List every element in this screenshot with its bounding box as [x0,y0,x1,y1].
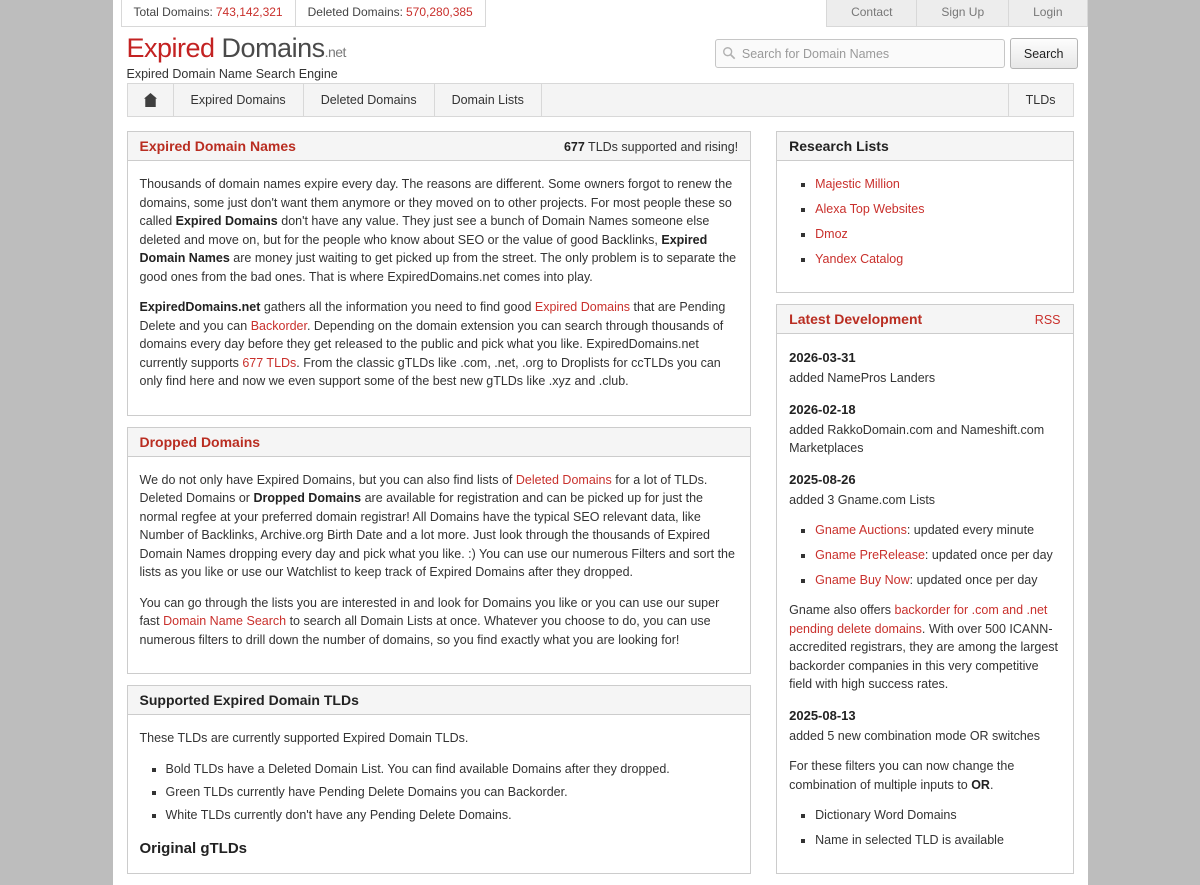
tld-note-text: TLDs supported and rising! [584,140,739,154]
rss-link[interactable]: RSS [1034,313,1061,327]
box-title: Supported Expired Domain TLDs [139,692,359,708]
research-links-list [789,175,1060,268]
text-run: We do not only have Expired Domains, but you can also find lists of [139,472,516,487]
box-title: Dropped Domains [139,433,261,450]
site-tagline: Expired Domain Name Search Engine [126,67,338,81]
text-link[interactable]: Gname Auctions [815,523,907,537]
nav-item-domain-lists[interactable]: Domain Lists [435,84,542,116]
original-gtlds-heading: Original gTLDs [139,839,248,857]
research-lists-box [776,131,1073,293]
site-header [113,27,1088,83]
magnifier-icon [722,46,736,60]
box-title: Research Lists [789,138,889,154]
menu-item-login[interactable]: Login [1009,0,1087,27]
paragraph [789,421,1060,458]
research-link[interactable]: Majestic Million [815,177,900,191]
text-run: added 5 new combination mode OR switches [789,728,1040,743]
list-item [815,175,1060,193]
nav-item-deleted-domains[interactable]: Deleted Domains [304,84,435,116]
box-title: Expired Domain Names [139,138,296,154]
stat-value: 570,280,385 [406,5,473,19]
list-item [815,225,1060,243]
text-link[interactable]: Backorder [250,318,307,333]
text-run: don't have any value. They just see a bunch of Domain Names someone else deleted and move on, but for the people who know about SEO or the value of good Backlinks, [139,214,710,247]
paragraph: These TLDs are currently supported Expired Domain TLDs. [139,731,469,745]
list-item [815,571,1060,589]
text-run: gathers all the information you need to find good [260,300,535,314]
logo-expired: Expired [126,33,215,63]
dropped-domains-box [127,427,752,675]
box-title: Latest Development [789,311,923,327]
text-run: : updated once per day [909,573,1038,587]
logo-domains: Domains [214,33,325,63]
list-item [815,200,1060,218]
search-button[interactable]: Search [1010,38,1078,69]
text-run: Dictionary Word Domains [815,808,957,822]
list-item [815,831,1060,849]
text-run: added NamePros Landers [789,371,936,385]
main-nav [127,83,1074,117]
text-run: Name in selected TLD is available [815,833,1004,847]
dev-entry-date: 2025-08-13 [789,707,856,723]
latest-development-box [776,304,1073,874]
list-item [815,546,1060,564]
nav-item-expired-domains[interactable]: Expired Domains [174,84,304,116]
bold-text: Expired Domains [175,214,278,228]
research-link[interactable]: Yandex Catalog [815,252,904,266]
box-header [128,428,751,457]
nav-home[interactable] [128,84,174,116]
page [113,0,1088,885]
bold-text: Expired Domain Names [139,232,708,265]
bold-text: ExpiredDomains.net [139,300,261,314]
stat-value: 743,142,321 [215,5,283,19]
dev-bullet-list [789,806,1060,849]
text-run: are money just waiting to get picked up from the street. The only problem is to separate the good ones from the bad ones. That is where ExpiredDomains.net comes into play. [139,251,737,284]
bold-text: OR [971,777,990,792]
text-link[interactable]: Domain Name Search [163,614,287,628]
text-link[interactable]: Expired Domains [534,300,631,314]
logo-block [127,34,346,81]
text-link[interactable]: backorder for .com and .net pending delete domains [789,603,1048,636]
paragraph [789,727,1060,746]
paragraph [789,369,1060,388]
list-item [815,521,1060,539]
text-link[interactable]: 677 TLDs [242,355,297,370]
text-run: . With over 500 ICANN-accredited registrars, they are among the largest backorder companies in this very competitive field with high success rates. [789,621,1059,691]
list-item: ▪ Bold TLDs have a Deleted Domain List. You can find available Domains after they dropped. [166,760,739,778]
paragraph [140,594,739,650]
account-menu [826,0,1087,27]
box-header [128,132,751,161]
domain-stat [121,0,296,27]
research-link[interactable]: Dmoz [815,227,848,241]
supported-tlds-box [127,685,752,874]
nav-items [174,84,542,116]
text-run: . Depending on the domain extension you can search through thousands of domains every day before they get released to the public and pick what you like. ExpiredDomains.net currently supports [139,318,724,370]
home-icon [143,93,158,107]
dev-entry-date: 2025-08-26 [789,471,856,487]
domain-stats [121,0,486,27]
research-link[interactable]: Alexa Top Websites [815,202,925,216]
box-body [128,715,751,873]
text-run: Thousands of domain names expire every day. The reasons are different. Some owners forgot to renew the domains, some just don't want them anymore or they moved on to other projects. For most people these so called [139,177,733,228]
text-link[interactable]: Deleted Domains [515,472,612,487]
list-item [815,806,1060,824]
paragraph [789,601,1060,694]
box-body [777,334,1072,873]
tld-legend-list [140,760,739,824]
tld-count: 677 [563,140,585,154]
text-run: added RakkoDomain.com and Nameshift.com Marketplaces [789,422,1045,455]
box-header [777,132,1072,161]
text-link[interactable]: Gname PreRelease [815,548,925,562]
text-run: that are Pending Delete and you can [139,300,726,333]
main-column [127,131,752,885]
domain-stat [296,0,486,27]
box-body [128,161,751,415]
menu-item-sign-up[interactable]: Sign Up [917,0,1009,27]
text-run: : updated once per day [924,548,1053,562]
nav-tlds[interactable]: TLDs [1008,84,1073,116]
search-bar [715,38,1078,69]
list-item: ▪ White TLDs currently don't have any Pending Delete Domains. [166,806,739,824]
text-run: to search all Domain Lists at once. Whatever you choose to do, you can use numerous filters to drill down the number of domains, so you find exactly what you are looking for! [139,614,711,647]
box-header [128,686,751,715]
text-run: . [989,777,994,792]
text-link[interactable]: Gname Buy Now [815,573,910,587]
search-input[interactable] [715,39,1005,68]
sidebar [776,131,1073,885]
expired-domain-names-box [127,131,752,416]
text-run: . From the classic gTLDs like .com, .net, .org to Droplists for ccTLDs you can only find here and now we even support some of the best new gTLDs like .xyz and .club. [139,355,721,388]
text-run: : updated every minute [906,523,1035,537]
menu-item-contact[interactable]: Contact [826,0,917,27]
box-header [777,305,1072,334]
paragraph [789,491,1060,510]
dev-bullet-list [789,521,1060,589]
text-run: Gname also offers [789,603,895,617]
tld-count-note [564,140,738,154]
stat-label: Deleted Domains: [307,5,403,19]
content [127,131,1074,885]
text-run: for a lot of TLDs. Deleted Domains or [139,472,708,505]
text-run: added 3 Gname.com Lists [789,492,936,507]
text-run: You can go through the lists you are interested in and look for Domains you like or you can use our super fast [139,595,720,628]
paragraph [140,298,739,391]
bold-text: Dropped Domains [253,491,362,505]
list-item [815,250,1060,268]
text-run: are available for registration and can be picked up for just the normal regfee at your preferred domain registrar! All Domains have the typical SEO relevant data, like Number of Backlinks, Archive.org Birth Date and a lot more. Just look through the thousands of Expired Domain Names dropping every day and pick what you like. :) You can use our numerous Filters and sort the lists as you like or use our Watchlist to keep track of Expired Domains after they dropped. [139,491,735,579]
top-bar [113,0,1088,27]
text-run: For these filters you can now change the combination of multiple inputs to [789,759,1015,792]
dev-entry-date: 2026-03-31 [789,350,856,365]
box-body [128,457,751,674]
site-logo[interactable] [127,34,346,66]
paragraph [140,471,739,582]
list-item: ▪ Green TLDs currently have Pending Delete Domains you can Backorder. [166,783,739,801]
search-input-wrap [715,39,1005,68]
paragraph [789,757,1060,794]
logo-net: .net [324,44,346,60]
box-body [777,161,1072,292]
dev-entry-date: 2026-02-18 [789,401,856,417]
paragraph [140,175,739,286]
stat-label: Total Domains: [133,5,213,19]
